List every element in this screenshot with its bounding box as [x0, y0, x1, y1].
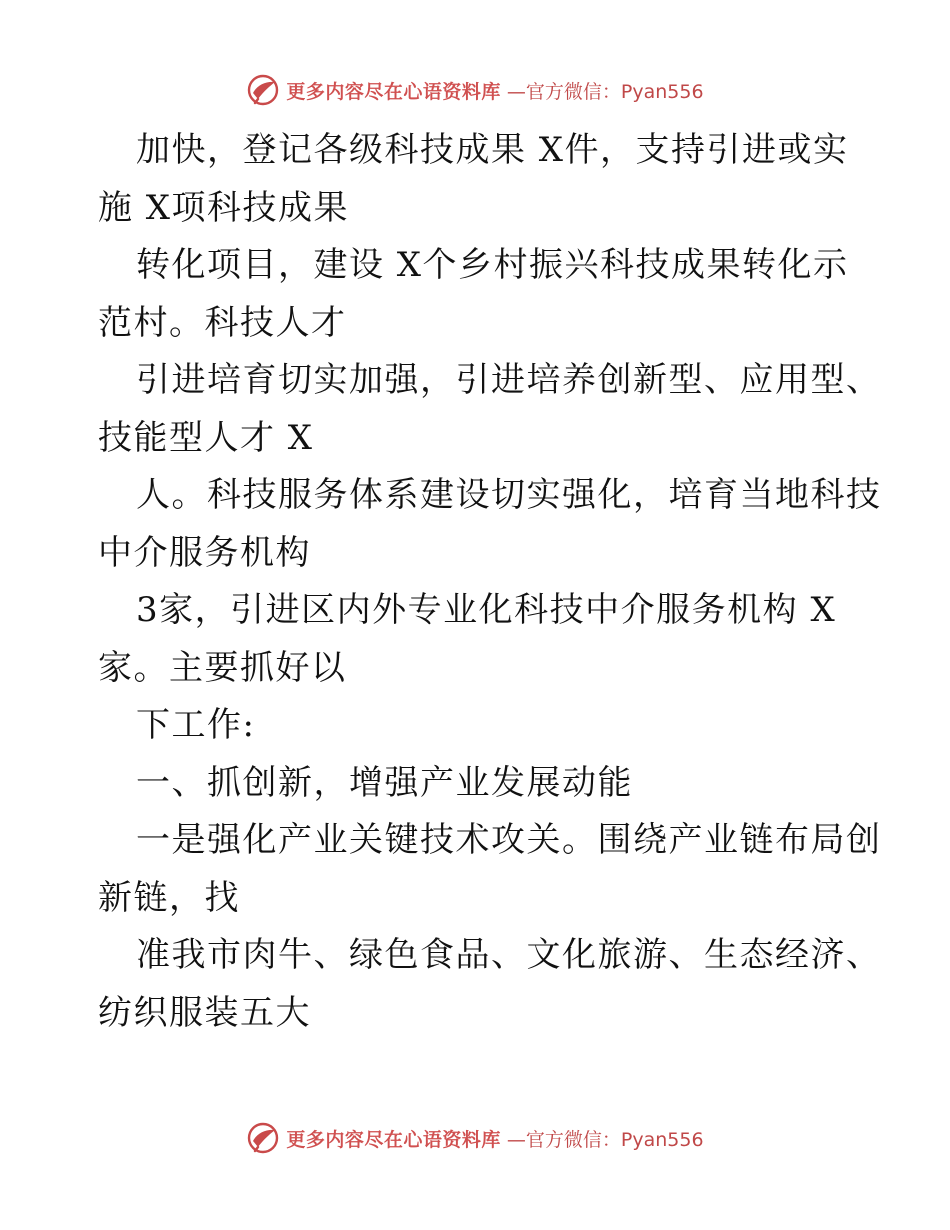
- body-line: 施 X项科技成果: [98, 187, 350, 228]
- header-banner: [0, 70, 950, 110]
- body-line: 新链，找: [98, 877, 240, 918]
- header-promo-text: 更多内容尽在心语资料库: [286, 80, 501, 103]
- footer-promo-text: 更多内容尽在心语资料库: [286, 1128, 501, 1151]
- body-line: 人。科技服务体系建设切实强化，培育当地科技: [136, 475, 882, 515]
- body-line: 下工作:: [136, 705, 256, 745]
- footer-banner: [0, 1118, 950, 1158]
- body-line: 转化项目，建设 X个乡村振兴科技成果转化示: [136, 245, 849, 285]
- header-official-account-text: —官方微信：Pyan556: [506, 80, 704, 103]
- body-line: 3家，引进区内外专业化科技中介服务机构 X: [136, 590, 837, 630]
- body-line: 中介服务机构: [98, 532, 311, 573]
- body-line: 加快，登记各级科技成果 X件，支持引进或实: [136, 130, 849, 170]
- document-body: [98, 122, 882, 1042]
- section-heading: 一、抓创新，增强产业发展动能: [136, 762, 633, 803]
- body-line: 一是强化产业关键技术攻关。围绕产业链布局创: [136, 820, 882, 860]
- pen-nib-logo-icon: [246, 73, 280, 107]
- pen-nib-logo-icon: [246, 1121, 280, 1155]
- body-line: 家。主要抓好以: [98, 647, 347, 688]
- body-line: 技能型人才 X: [98, 417, 314, 458]
- footer-official-account-text: —官方微信：Pyan556: [506, 1128, 704, 1151]
- body-line: 纺织服装五大: [98, 992, 311, 1033]
- body-line: 引进培育切实加强，引进培养创新型、应用型、: [136, 360, 882, 400]
- body-line: 准我市肉牛、绿色食品、文化旅游、生态经济、: [136, 935, 882, 975]
- body-line: 范村。科技人才: [98, 302, 347, 343]
